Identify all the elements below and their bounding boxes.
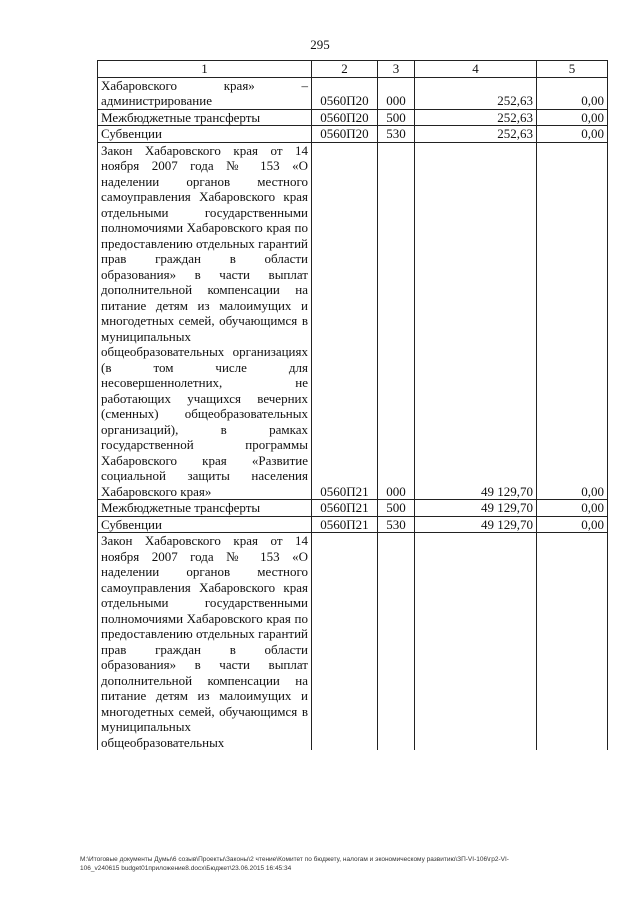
row-expense-type: 000 [378,77,415,109]
row-target-code: 0560П20 [312,77,378,109]
row-description: Межбюджетные трансферты [98,109,312,126]
row-target-code: 0560П20 [312,109,378,126]
row-description: Межбюджетные трансферты [98,500,312,517]
column-header: 3 [378,61,415,78]
row-expense-type [378,533,415,751]
table-header-row [98,61,608,78]
row-amount-secondary [537,533,608,751]
table-row [98,516,608,533]
table-row [98,126,608,143]
footer-line: 106_v240615 budget01приложение8.docx\Бюджет\23.06.2015 16:45:34 [80,865,292,872]
table-row [98,142,608,500]
row-description: Закон Хабаровского края от 14 ноября 2007 года № 153 «О наделении органов местного самоуправления Хабаровского края отдельными государственными полномочиями Хабаровского края по предоставлению отдельных гарантий прав граждан в области образования» в части выплат дополнительной компенсации на питание детям из малоимущих и многодетных семей, обучающимся в муниципальных общеобразовательных [98,533,312,751]
row-amount-secondary: 0,00 [537,516,608,533]
row-expense-type: 500 [378,500,415,517]
column-header: 1 [98,61,312,78]
table-row [98,109,608,126]
row-expense-type: 530 [378,516,415,533]
row-description: Субвенции [98,516,312,533]
row-target-code [312,533,378,751]
row-description: Субвенции [98,126,312,143]
column-header: 2 [312,61,378,78]
row-amount-secondary: 0,00 [537,142,608,500]
footer-line: M:\Итоговые документы Думы\6 созыв\Проекты\Законы\2 чтение\Комитет по бюджету, налогам и экономическому развитию\ЗП-VI-106\гр2-VI- [80,856,509,863]
column-header: 4 [415,61,537,78]
row-description: Хабаровского края» – администрирование [98,77,312,109]
table-row [98,500,608,517]
page-number: 295 [310,37,330,52]
row-amount-secondary: 0,00 [537,109,608,126]
row-amount: 252,63 [415,109,537,126]
column-header: 5 [537,61,608,78]
row-amount-secondary: 0,00 [537,500,608,517]
file-path-footer [80,855,620,873]
budget-table [97,60,608,750]
row-target-code: 0560П21 [312,500,378,517]
row-amount: 252,63 [415,77,537,109]
row-amount-secondary: 0,00 [537,126,608,143]
row-description: Закон Хабаровского края от 14 ноября 2007 года № 153 «О наделении органов местного самоуправления Хабаровского края отдельными государственными полномочиями Хабаровского края по предоставлению отдельных гарантий прав граждан в области образования» в части выплат дополнительной компенсации на питание детям из малоимущих и многодетных семей, обучающимся в муниципальных общеобразовательных организациях (в том числе для несовершеннолетних, не работающих учащихся вечерних (сменных) общеобразовательных организаций), в рамках государственной программы Хабаровского края «Развитие социальной защиты населения Хабаровского края» [98,142,312,500]
table-row [98,533,608,751]
row-amount-secondary: 0,00 [537,77,608,109]
table-row [98,77,608,109]
row-amount [415,533,537,751]
row-target-code: 0560П20 [312,126,378,143]
row-expense-type: 530 [378,126,415,143]
row-expense-type: 000 [378,142,415,500]
row-target-code: 0560П21 [312,142,378,500]
row-amount: 252,63 [415,126,537,143]
row-amount: 49 129,70 [415,500,537,517]
row-amount: 49 129,70 [415,142,537,500]
row-amount: 49 129,70 [415,516,537,533]
row-target-code: 0560П21 [312,516,378,533]
row-expense-type: 500 [378,109,415,126]
